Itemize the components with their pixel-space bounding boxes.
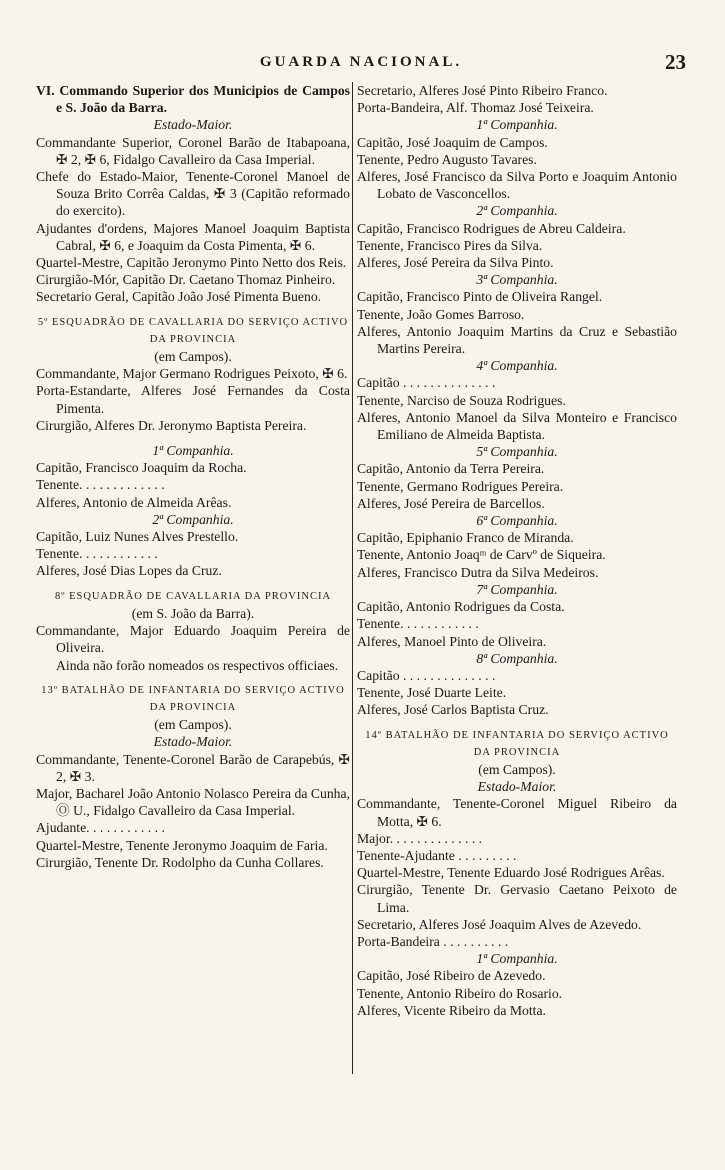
running-title: GUARDA NACIONAL. (259, 54, 463, 70)
entry: Secretario, Alferes José Joaquim Alves de Azevedo. (357, 916, 642, 932)
company-heading: 4ª Companhia. (476, 358, 558, 374)
entry: Alferes, Vicente Ribeiro da Motta. (357, 1002, 546, 1018)
entry: Porta-Bandeira . . . . . . . . . . (357, 933, 509, 949)
company-heading: 2ª Companhia. (152, 511, 234, 527)
unit-location: (em Campos). (154, 349, 232, 365)
entry: Alferes, Antonio Manoel da Silva Monteiro e Francisco Emiliano de Almeida Baptista. (357, 409, 677, 443)
unit-location: (em S. João da Barra). (131, 605, 255, 621)
entry: Tenente, Pedro Augusto Tavares. (357, 151, 537, 167)
entry: Tenente, Germano Rodrigues Pereira. (357, 478, 564, 494)
page-header (36, 52, 686, 78)
company-heading: 3ª Companhia. (476, 272, 558, 288)
section-heading: VI. Commando Superior dos Municipios de Campos e S. João da Barra. (36, 83, 350, 116)
entry: Capitão, José Ribeiro de Azevedo. (357, 968, 546, 984)
entry: Capitão . . . . . . . . . . . . . . (357, 667, 496, 683)
entry: Capitão, Francisco Joaquim da Rocha. (36, 460, 247, 476)
entry: Quartel-Mestre, Capitão Jeronymo Pinto Netto dos Reis. (36, 255, 347, 271)
entry: Capitão, José Joaquim de Campos. (357, 134, 548, 150)
entry: Quartel-Mestre, Tenente Jeronymo Joaquim de Faria. (36, 837, 328, 853)
entry: Tenente, Francisco Pires da Silva. (357, 237, 543, 253)
company-heading: 8ª Companhia. (476, 650, 558, 666)
entry: Alferes, Manoel Pinto de Oliveira. (357, 633, 547, 649)
entry: Major, Bacharel João Antonio Nolasco Pereira da Cunha, Ⓞ U., Fidalgo Cavalleiro da Casa Imperial. (36, 785, 350, 819)
entry: Tenente, Antonio Joaqᵐ de Carvº de Siqueira. (357, 547, 606, 563)
company-heading: 1ª Companhia. (152, 443, 234, 459)
entry: Tenente, Antonio Ribeiro do Rosario. (357, 985, 563, 1001)
entry: Cirurgião, Tenente Dr. Gervasio Caetano Peixoto de Lima. (357, 882, 677, 915)
entry: Tenente. . . . . . . . . . . . . (36, 477, 165, 493)
entry: Commandante, Major Germano Rodrigues Peixoto, ✠ 6. (36, 366, 348, 382)
company-heading: 1ª Companhia. (476, 951, 558, 967)
unit-location: (em Campos). (478, 761, 556, 777)
page-number: 23 (665, 50, 686, 74)
entry: Tenente. . . . . . . . . . . . (36, 546, 158, 562)
entry: Chefe do Estado-Maior, Tenente-Coronel Manoel de Souza Brito Corrêa Caldas, ✠ 3 (Capitão reformado do exercito). (36, 169, 350, 219)
entry: Alferes, José Carlos Baptista Cruz. (357, 702, 549, 718)
unit-heading: 5º ESQUADRÃO DE CAVALLARIA DO SERVIÇO ACTIVO DA PROVINCIA (37, 316, 349, 345)
entry: Alferes, Francisco Dutra da Silva Medeiros. (357, 564, 599, 580)
entry: Tenente, Narciso de Souza Rodrigues. (357, 392, 566, 408)
entry: Capitão, Francisco Rodrigues de Abreu Caldeira. (357, 220, 626, 236)
entry: Major. . . . . . . . . . . . . . (357, 830, 483, 846)
entry: Cirurgião, Alferes Dr. Jeronymo Baptista Pereira. (36, 417, 307, 433)
entry: Tenente, João Gomes Barroso. (357, 306, 525, 322)
entry: Cirurgião-Mór, Capitão Dr. Caetano Thomaz Pinheiro. (36, 272, 336, 288)
entry: Capitão, Francisco Pinto de Oliveira Rangel. (357, 289, 603, 305)
entry: Capitão, Epiphanio Franco de Miranda. (357, 530, 574, 546)
entry: Alferes, José Dias Lopes da Cruz. (36, 563, 222, 579)
entry: Alferes, José Francisco da Silva Porto e Joaquim Antonio Lobato de Vasconcellos. (357, 169, 677, 202)
entry: Capitão, Antonio da Terra Pereira. (357, 461, 545, 477)
entry: Commandante, Major Eduardo Joaquim Pereira de Oliveira. (36, 623, 350, 656)
entry: Capitão . . . . . . . . . . . . . . (357, 375, 496, 391)
column-divider (352, 82, 353, 1074)
entry: Ajudante. . . . . . . . . . . . (36, 820, 165, 836)
entry: Tenente-Ajudante . . . . . . . . . (357, 847, 517, 863)
company-heading: 5ª Companhia. (476, 444, 558, 460)
entry: Porta-Estandarte, Alferes José Fernandes da Costa Pimenta. (36, 383, 350, 416)
company-heading: 1ª Companhia. (476, 117, 558, 133)
unit-heading: 13º BATALHÃO DE INFANTARIA DO SERVIÇO ACTIVO DA PROVINCIA (41, 684, 345, 713)
entry: Quartel-Mestre, Tenente Eduardo José Rodrigues Arêas. (357, 865, 665, 881)
entry: Tenente, José Duarte Leite. (357, 685, 507, 701)
entry: Tenente. . . . . . . . . . . . (357, 616, 479, 632)
unit-location: (em Campos). (154, 717, 232, 733)
company-heading: 2ª Companhia. (476, 203, 558, 219)
subsection-heading: Estado-Maior. (153, 734, 233, 750)
company-heading: 7ª Companhia. (476, 581, 558, 597)
left-column (36, 82, 350, 871)
entry: Alferes, José Pereira da Silva Pinto. (357, 255, 554, 271)
entry: Commandante Superior, Coronel Barão de Itabapoana, ✠ 2, ✠ 6, Fidalgo Cavalleiro da Casa Imperial. (36, 134, 350, 167)
entry: Capitão, Antonio Rodrigues da Costa. (357, 599, 565, 615)
entry: Alferes, Antonio de Almeida Arêas. (36, 494, 232, 510)
entry: Secretario Geral, Capitão João José Pimenta Bueno. (36, 289, 322, 305)
unit-heading: 14º BATALHÃO DE INFANTARIA DO SERVIÇO ACTIVO DA PROVINCIA (365, 729, 669, 758)
entry: Alferes, Antonio Joaquim Martins da Cruz e Sebastião Martins Pereira. (357, 323, 677, 357)
entry: Secretario, Alferes José Pinto Ribeiro Franco. (357, 83, 608, 98)
subsection-heading: Estado-Maior. (477, 779, 557, 795)
entry: Commandante, Tenente-Coronel Barão de Carapebús, ✠ 2, ✠ 3. (36, 751, 350, 784)
entry: Porta-Bandeira, Alf. Thomaz José Teixeira. (357, 100, 594, 116)
unit-heading: 8º ESQUADRÃO DE CAVALLARIA DA PROVINCIA (54, 590, 332, 602)
note: Ainda não forão nomeados os respectivos officiaes. (56, 657, 339, 673)
company-heading: 6ª Companhia. (476, 513, 558, 529)
subsection-heading: Estado-Maior. (153, 117, 233, 133)
right-column (357, 82, 677, 1019)
entry: Capitão, Luiz Nunes Alves Prestello. (36, 529, 239, 545)
entry: Cirurgião, Tenente Dr. Rodolpho da Cunha Collares. (36, 854, 324, 870)
entry: Alferes, José Pereira de Barcellos. (357, 495, 545, 511)
entry: Ajudantes d'ordens, Majores Manoel Joaquim Baptista Cabral, ✠ 6, e Joaquim da Costa Pimenta, ✠ 6. (36, 220, 350, 253)
entry: Commandante, Tenente-Coronel Miguel Ribeiro da Motta, ✠ 6. (357, 796, 677, 829)
